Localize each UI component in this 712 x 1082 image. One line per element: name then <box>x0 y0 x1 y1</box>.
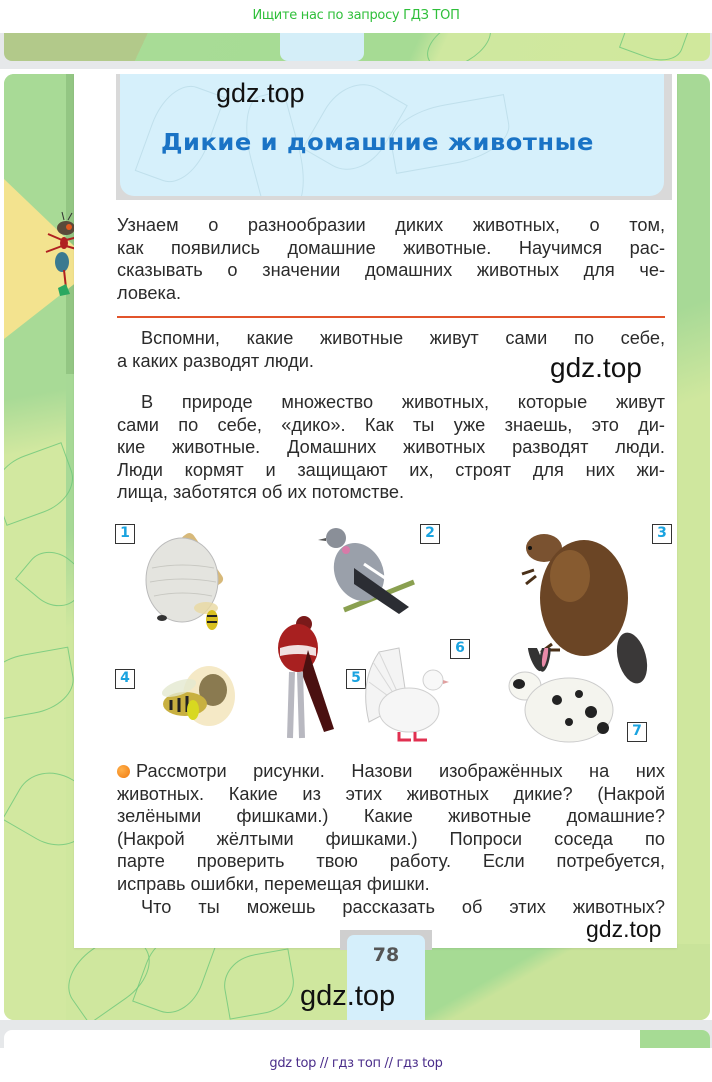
rock-dove-illustration <box>314 522 429 622</box>
text-line: исправь ошибки, перемещая фишки. <box>117 873 430 894</box>
text-line-content: Рассмотри рисунки. Назови изображённых на них <box>136 761 665 781</box>
figure-number: 6 <box>450 639 470 659</box>
rabbit-illustration <box>499 648 619 748</box>
figure-number: 2 <box>420 524 440 544</box>
page-content <box>74 74 677 948</box>
text-line <box>117 760 665 783</box>
task-text <box>117 760 665 918</box>
section-divider <box>117 316 665 318</box>
figure-number: 3 <box>652 524 672 544</box>
bee-illustration <box>149 660 239 740</box>
leaf-decoration <box>302 74 408 183</box>
text-line: В природе множество животных, которые живут <box>141 392 665 412</box>
text-line: ловека. <box>117 282 182 303</box>
leaf-decoration <box>619 33 689 61</box>
lesson-title: Дикие и домашние животные <box>161 130 594 156</box>
lesson-header <box>116 74 672 200</box>
previous-page-edge <box>0 33 712 69</box>
main-text <box>117 391 665 504</box>
textbook-page <box>4 74 710 1020</box>
top-banner <box>0 0 712 33</box>
watermark: gdz.top <box>550 352 642 383</box>
animal-illustrations <box>114 518 672 750</box>
pouter-pigeon-illustration <box>274 614 354 749</box>
text-line: зелёными фишками.) Какие животные домашние? <box>117 806 665 827</box>
page-corner-gradient <box>424 944 710 1020</box>
fantail-pigeon-illustration <box>359 642 454 747</box>
text-line: животных. Какие из этих животных дикие? (Накрой <box>117 783 665 804</box>
leaf-decoration <box>4 647 79 722</box>
text-line: сказывать о значении домашних животных для че- <box>117 260 665 281</box>
next-page-corner <box>640 1030 710 1048</box>
next-page-edge <box>0 1020 712 1048</box>
watermark: gdz.top <box>300 980 396 1012</box>
text-line: лища, заботятся об их потомстве. <box>117 482 405 503</box>
text-line: а каких разводят люди. <box>117 350 314 371</box>
watermark: gdz.top <box>586 916 662 942</box>
footer-text: gdz top // гдз топ // гдз top <box>269 1056 443 1071</box>
footer <box>0 1048 712 1082</box>
text-line: (Накрой жёлтыми фишками.) Попроси соседа по <box>117 828 665 849</box>
question-line: Что ты можешь рассказать об этих животных? <box>141 896 665 917</box>
page-number: 78 <box>372 944 400 966</box>
figure-number: 5 <box>346 669 366 689</box>
text-line: парте проверить твою работу. Если потребуется, <box>117 851 665 872</box>
figure-number: 4 <box>115 669 135 689</box>
wasp-nest-illustration <box>134 528 249 638</box>
text-line: Вспомни, какие животные живут сами по себе, <box>141 328 665 348</box>
figure-number: 7 <box>627 722 647 742</box>
text-line: Люди кормят и защищают их, строят для них жи- <box>117 459 665 480</box>
text-line: Узнаем о разнообразии диких животных, о том, <box>117 215 665 235</box>
leaf-decoration <box>419 33 500 61</box>
top-banner-text: Ищите нас по запросу ГДЗ ТОП <box>252 8 460 23</box>
lesson-goals <box>117 214 665 304</box>
figure-number: 1 <box>115 524 135 544</box>
previous-page-number-tab <box>280 33 364 61</box>
task-bullet-icon <box>117 765 130 778</box>
text-line: кие животные. Домашних животных разводят люди. <box>117 437 665 458</box>
next-page-background <box>4 1030 710 1048</box>
text-line: сами по себе, «дико». Как ты уже знаешь, это ди- <box>117 414 665 435</box>
leaf-decoration <box>219 948 298 1019</box>
text-line: как появились домашние животные. Научимся рас- <box>117 237 665 258</box>
watermark: gdz.top <box>216 78 305 108</box>
